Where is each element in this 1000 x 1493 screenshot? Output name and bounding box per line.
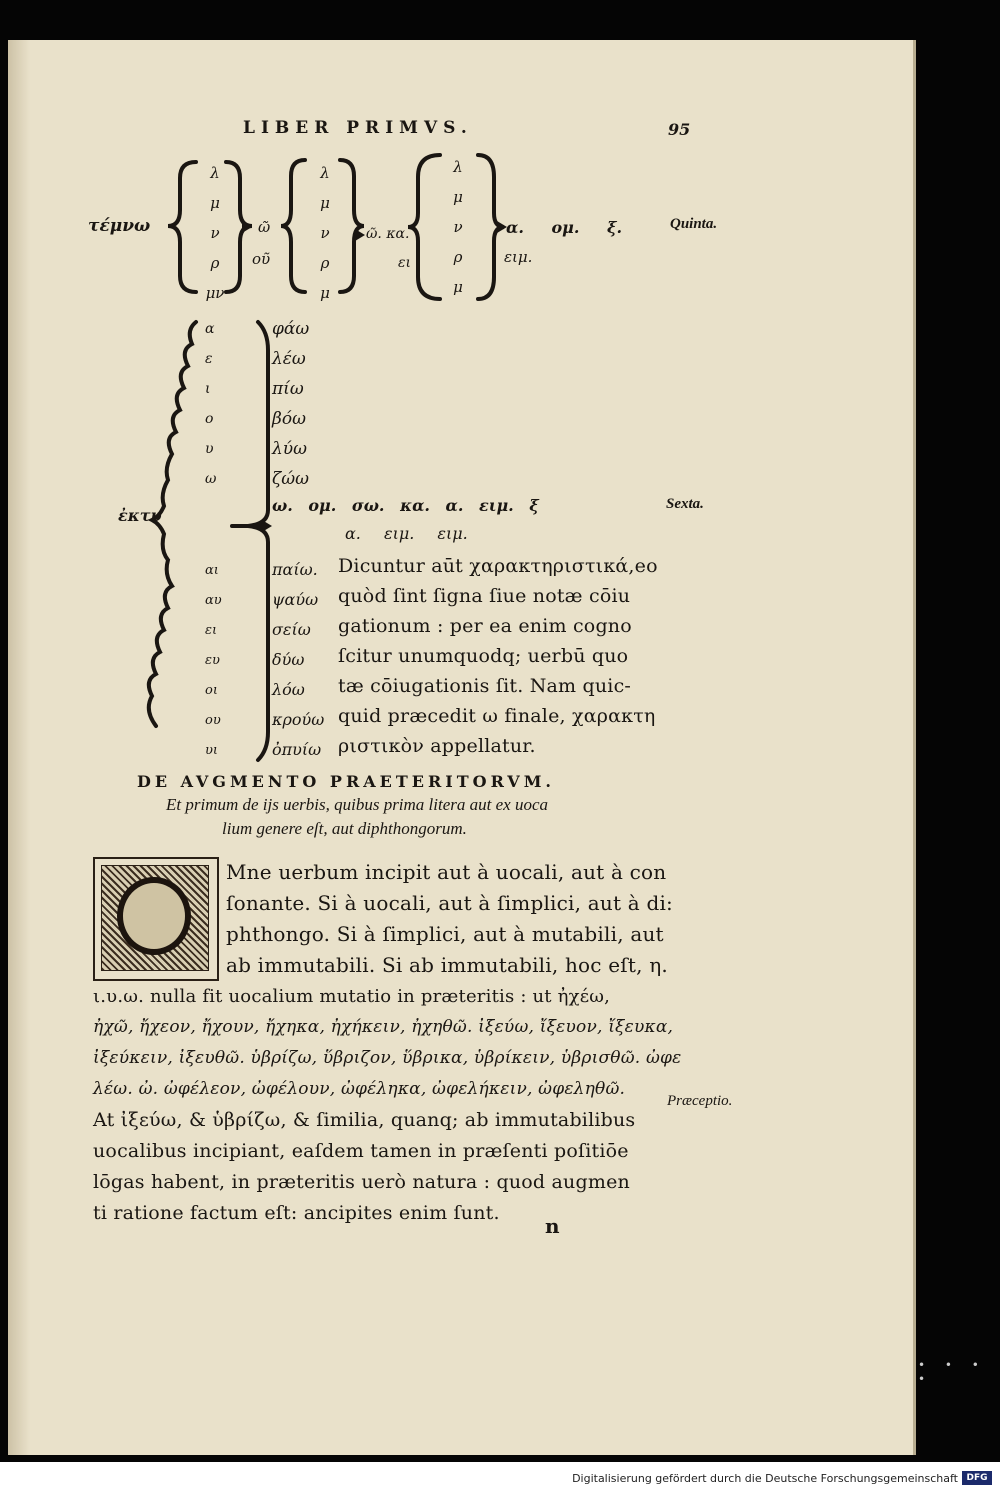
running-title: LIBER PRIMVS. (243, 118, 473, 138)
sexta-endings-row2: α. ειμ. ειμ. (345, 524, 468, 543)
bracket-quinta-3 (281, 160, 305, 292)
section-subtitle-line2: lium genere eſt, aut diphthongorum. (222, 819, 467, 838)
sexta-label: ἐκτυ (118, 506, 162, 525)
sexta-note: Dicuntur aūt χαρακτηριστικά,eo quòd ſint ſigna ſiue notæ cōiu gationum : per ea enim cogno ſcitur unumquodq; uerbū quo tæ cōiugationis ſit. Nam quic- quid præcedit ω finale, χαρακτη ριστικὸν appellatur. (338, 555, 658, 757)
digitization-footer (0, 1462, 1000, 1493)
quinta-col2-endings: ῶ. κα. (366, 226, 410, 242)
edge-dots: • • • • (918, 1358, 987, 1386)
quinta-col3-endings-bottom: ειμ. (504, 248, 533, 266)
signature-mark: n (545, 1214, 560, 1238)
margin-note-praeceptio: Præceptio. (667, 1093, 733, 1109)
sexta-words-top: φάω λέω πίω βόω λύω ζώω (272, 319, 310, 489)
quinta-col3-letters: λ μ ν ρ μ (453, 158, 463, 296)
quinta-col3-endings-top: α. ομ. ξ. (506, 218, 623, 237)
bracket-sexta-inner (248, 322, 268, 760)
sexta-endings-row1: ω. ομ. σω. κα. α. ειμ. ξ (272, 496, 539, 515)
quinta-col3-left: ει (398, 255, 412, 271)
dfg-logo[interactable]: DFG (962, 1471, 992, 1485)
bracket-quinta-5 (408, 155, 440, 299)
quinta-col1-letters: λ μ ν ρ μν (205, 164, 225, 302)
quinta-col2-letters: λ μ ν ρ μ (320, 164, 330, 302)
quinta-col1-ending-2: οῦ (252, 250, 271, 268)
body-text-indented: Mne uerbum incipit aut à uocali, aut à con ſonante. Si à uocali, aut à ſimplici, aut à di: phthongo. Si à ſimplici, aut à mutabili, aut ab immutabili. Si ab immutabili, hoc eſt, η. (226, 860, 673, 977)
footer-credit: Digitalisierung gefördert durch die Deutsche Forschungsgemeinschaft (572, 1472, 958, 1485)
sexta-vowels-bottom: αι αυ ει ευ οι ου υι (205, 563, 222, 758)
bracket-quinta-4 (340, 160, 364, 292)
quinta-stem: τέμνω (88, 216, 151, 236)
quinta-col1-ending-1: ῶ (258, 218, 271, 236)
page-number: 95 (668, 120, 691, 139)
sexta-vowels-top: α ε ι ο υ ω (205, 321, 217, 487)
bracket-quinta-1 (168, 162, 196, 292)
body-text-full: ι.υ.ω. nulla fit uocalium mutatio in præteritis : ut ἠχέω, ἠχῶ, ἤχεον, ἤχουν, ἤχηκα, ἠχήκειν, ἠχηθῶ. ἰξεύω, ἴξευον, ἴξευκα, ἰξεύκειν, ἰξευθῶ. ὑβρίζω, ὕβριζον, ὕβρικα, ὑβρίκειν, ὑβρισθῶ. ὠφε λέω. ὠ. ὠφέλεον, ὠφέλουν, ὠφέληκα, ὠφελήκειν, ὠφεληθῶ. At ἰξεύω, & ὑβρίζω, & ſimilia, quanq; ab immutabilibus uocalibus incipiant, eaſdem tamen in præſenti poſitiōe lōgas habent, in præteritis uerò natura : quod augmen ti ratione factum eſt: ancipites enim ſunt. (93, 986, 682, 1224)
decorated-initial-o (93, 857, 219, 981)
section-subtitle-line1: Et primum de ijs uerbis, quibus prima litera aut ex uoca (166, 795, 549, 814)
initial-letter-o-shape (117, 877, 191, 955)
margin-note-quinta: Quinta. (670, 216, 718, 232)
sexta-words-bottom: παίω. ψαύω σείω δύω λόω κρούω ὀπυίω (272, 560, 325, 759)
margin-note-sexta: Sexta. (666, 496, 704, 512)
section-title: DE AVGMENTO PRAETERITORVM. (137, 772, 555, 791)
